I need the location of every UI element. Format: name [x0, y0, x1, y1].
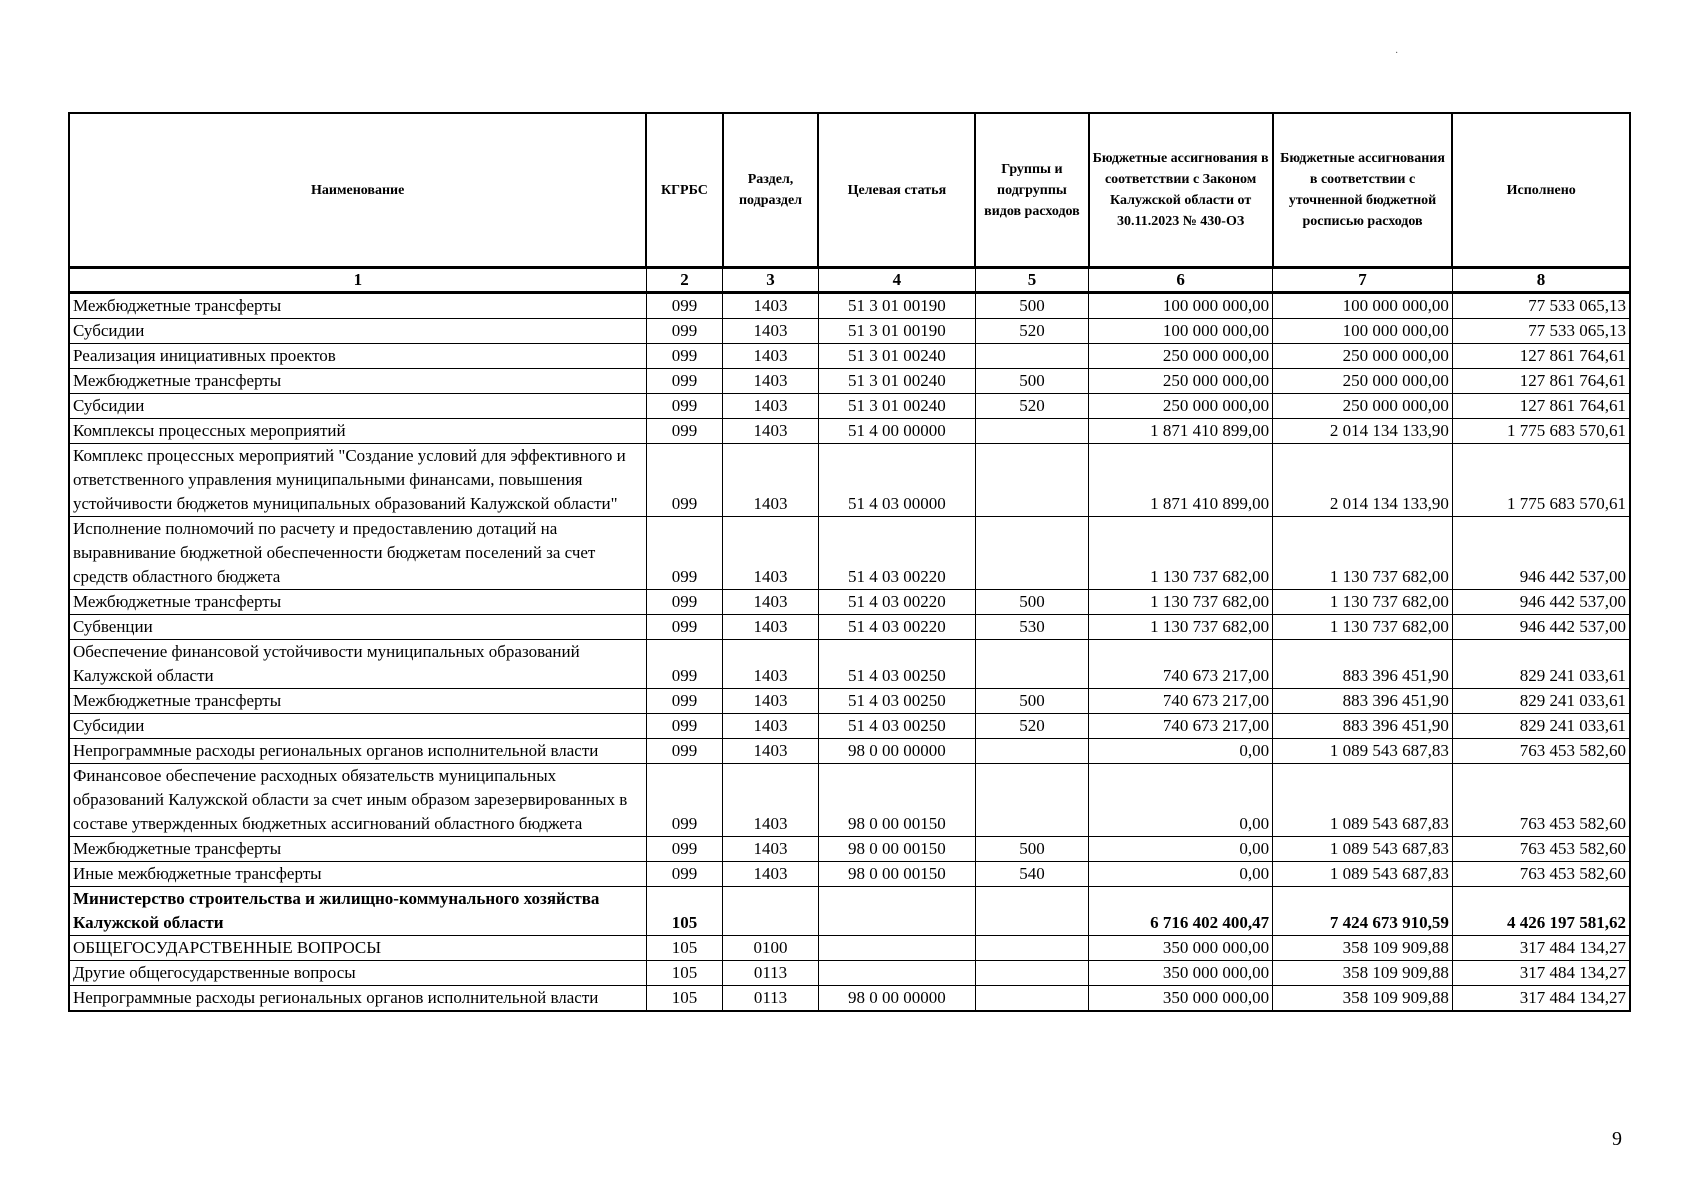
row-roster-allocation-cell: 883 396 451,90	[1273, 640, 1453, 689]
row-executed-cell: 127 861 764,61	[1452, 369, 1630, 394]
row-section-cell: 1403	[723, 640, 819, 689]
row-section-cell: 1403	[723, 689, 819, 714]
row-section-cell: 1403	[723, 319, 819, 344]
row-kgrbs-cell: 099	[646, 344, 722, 369]
row-executed-cell: 317 484 134,27	[1452, 986, 1630, 1012]
header-target-article: Целевая статья	[818, 113, 975, 268]
row-name-cell: Субсидии	[69, 394, 646, 419]
scan-dot: ·	[1395, 48, 1399, 59]
row-name-cell: ОБЩЕГОСУДАРСТВЕННЫЕ ВОПРОСЫ	[69, 936, 646, 961]
row-kgrbs-cell: 105	[646, 936, 722, 961]
row-roster-allocation-cell: 100 000 000,00	[1273, 319, 1453, 344]
row-roster-allocation-cell: 2 014 134 133,90	[1273, 444, 1453, 517]
table-row	[69, 961, 1630, 986]
row-section-cell: 1403	[723, 293, 819, 319]
row-roster-allocation-cell: 1 089 543 687,83	[1273, 862, 1453, 887]
row-name-cell: Межбюджетные трансферты	[69, 293, 646, 319]
row-section-cell: 1403	[723, 444, 819, 517]
row-target-article-cell: 51 4 03 00220	[818, 590, 975, 615]
row-law-allocation-cell: 1 130 737 682,00	[1089, 615, 1273, 640]
row-section-cell: 0100	[723, 936, 819, 961]
row-law-allocation-cell: 0,00	[1089, 764, 1273, 837]
row-expense-group-cell	[975, 961, 1088, 986]
header-section: Раздел, подраздел	[723, 113, 819, 268]
row-name-cell: Комплексы процессных мероприятий	[69, 419, 646, 444]
header-expense-group: Группы и подгруппы видов расходов	[975, 113, 1088, 268]
row-name-cell: Другие общегосударственные вопросы	[69, 961, 646, 986]
row-name-cell: Непрограммные расходы региональных органов исполнительной власти	[69, 986, 646, 1012]
row-law-allocation-cell: 250 000 000,00	[1089, 344, 1273, 369]
row-law-allocation-cell: 1 871 410 899,00	[1089, 444, 1273, 517]
row-section-cell: 1403	[723, 714, 819, 739]
header-law-allocation: Бюджетные ассигнования в соответствии с Законом Калужской области от 30.11.2023 № 430-ОЗ	[1089, 113, 1273, 268]
row-kgrbs-cell: 099	[646, 640, 722, 689]
row-roster-allocation-cell: 100 000 000,00	[1273, 293, 1453, 319]
row-executed-cell: 317 484 134,27	[1452, 936, 1630, 961]
row-kgrbs-cell: 099	[646, 444, 722, 517]
row-target-article-cell: 98 0 00 00150	[818, 862, 975, 887]
row-section-cell: 1403	[723, 739, 819, 764]
row-expense-group-cell	[975, 344, 1088, 369]
table-row	[69, 936, 1630, 961]
row-kgrbs-cell: 105	[646, 961, 722, 986]
row-name-cell: Межбюджетные трансферты	[69, 837, 646, 862]
row-target-article-cell: 51 4 03 00000	[818, 444, 975, 517]
row-roster-allocation-cell: 250 000 000,00	[1273, 394, 1453, 419]
row-expense-group-cell: 530	[975, 615, 1088, 640]
table-row	[69, 714, 1630, 739]
row-law-allocation-cell: 0,00	[1089, 837, 1273, 862]
table-row	[69, 419, 1630, 444]
row-expense-group-cell	[975, 517, 1088, 590]
row-name-cell: Межбюджетные трансферты	[69, 369, 646, 394]
page-number: 9	[1612, 1128, 1622, 1150]
row-expense-group-cell: 500	[975, 837, 1088, 862]
row-roster-allocation-cell: 1 089 543 687,83	[1273, 764, 1453, 837]
row-law-allocation-cell: 1 871 410 899,00	[1089, 419, 1273, 444]
row-name-cell: Субвенции	[69, 615, 646, 640]
header-row	[69, 113, 1630, 268]
row-roster-allocation-cell: 358 109 909,88	[1273, 986, 1453, 1012]
row-target-article-cell: 51 4 03 00250	[818, 640, 975, 689]
row-kgrbs-cell: 099	[646, 590, 722, 615]
row-section-cell: 1403	[723, 615, 819, 640]
row-target-article-cell: 51 3 01 00240	[818, 394, 975, 419]
row-roster-allocation-cell: 1 089 543 687,83	[1273, 739, 1453, 764]
table-row	[69, 394, 1630, 419]
row-expense-group-cell	[975, 640, 1088, 689]
row-executed-cell: 317 484 134,27	[1452, 961, 1630, 986]
header-roster-allocation: Бюджетные ассигнования в соответствии с уточненной бюджетной росписью расходов	[1273, 113, 1453, 268]
row-kgrbs-cell: 105	[646, 986, 722, 1012]
row-executed-cell: 829 241 033,61	[1452, 714, 1630, 739]
row-executed-cell: 763 453 582,60	[1452, 837, 1630, 862]
column-number: 6	[1089, 268, 1273, 293]
row-section-cell: 0113	[723, 961, 819, 986]
table-row	[69, 640, 1630, 689]
row-section-cell	[723, 887, 819, 936]
header-kgrbs: КГРБС	[646, 113, 722, 268]
row-law-allocation-cell: 6 716 402 400,47	[1089, 887, 1273, 936]
row-law-allocation-cell: 0,00	[1089, 862, 1273, 887]
row-expense-group-cell	[975, 739, 1088, 764]
row-kgrbs-cell: 105	[646, 887, 722, 936]
row-kgrbs-cell: 099	[646, 764, 722, 837]
table-row	[69, 344, 1630, 369]
row-executed-cell: 77 533 065,13	[1452, 293, 1630, 319]
row-section-cell: 1403	[723, 764, 819, 837]
row-target-article-cell: 98 0 00 00150	[818, 764, 975, 837]
column-number: 1	[69, 268, 646, 293]
row-law-allocation-cell: 740 673 217,00	[1089, 640, 1273, 689]
row-expense-group-cell: 520	[975, 394, 1088, 419]
row-executed-cell: 127 861 764,61	[1452, 344, 1630, 369]
row-roster-allocation-cell: 883 396 451,90	[1273, 714, 1453, 739]
row-roster-allocation-cell: 1 130 737 682,00	[1273, 590, 1453, 615]
row-target-article-cell	[818, 936, 975, 961]
column-number: 3	[723, 268, 819, 293]
row-target-article-cell	[818, 887, 975, 936]
table-row	[69, 689, 1630, 714]
row-target-article-cell: 51 4 03 00250	[818, 689, 975, 714]
row-roster-allocation-cell: 250 000 000,00	[1273, 344, 1453, 369]
row-kgrbs-cell: 099	[646, 293, 722, 319]
table-body	[69, 293, 1630, 1012]
row-target-article-cell: 51 4 03 00220	[818, 615, 975, 640]
row-roster-allocation-cell: 250 000 000,00	[1273, 369, 1453, 394]
row-name-cell: Финансовое обеспечение расходных обязательств муниципальных образований Калужской области за счет иным образом зарезервированных в составе утвержденных бюджетных ассигнований областного бюджета	[69, 764, 646, 837]
row-kgrbs-cell: 099	[646, 517, 722, 590]
column-number: 5	[975, 268, 1088, 293]
row-roster-allocation-cell: 358 109 909,88	[1273, 936, 1453, 961]
table-row	[69, 615, 1630, 640]
row-expense-group-cell	[975, 444, 1088, 517]
row-expense-group-cell	[975, 419, 1088, 444]
row-expense-group-cell	[975, 936, 1088, 961]
row-kgrbs-cell: 099	[646, 419, 722, 444]
row-roster-allocation-cell: 358 109 909,88	[1273, 961, 1453, 986]
row-expense-group-cell	[975, 887, 1088, 936]
row-expense-group-cell: 500	[975, 369, 1088, 394]
row-target-article-cell: 51 4 03 00250	[818, 714, 975, 739]
row-executed-cell: 829 241 033,61	[1452, 689, 1630, 714]
row-name-cell: Министерство строительства и жилищно-коммунального хозяйства Калужской области	[69, 887, 646, 936]
row-target-article-cell: 51 3 01 00240	[818, 344, 975, 369]
row-name-cell: Реализация инициативных проектов	[69, 344, 646, 369]
row-executed-cell: 946 442 537,00	[1452, 517, 1630, 590]
column-number: 8	[1452, 268, 1630, 293]
header-name: Наименование	[69, 113, 646, 268]
row-executed-cell: 763 453 582,60	[1452, 764, 1630, 837]
row-executed-cell: 4 426 197 581,62	[1452, 887, 1630, 936]
row-kgrbs-cell: 099	[646, 689, 722, 714]
row-kgrbs-cell: 099	[646, 862, 722, 887]
row-expense-group-cell	[975, 986, 1088, 1012]
row-expense-group-cell	[975, 764, 1088, 837]
budget-table	[68, 112, 1631, 1012]
table-row	[69, 986, 1630, 1012]
row-section-cell: 1403	[723, 517, 819, 590]
row-law-allocation-cell: 1 130 737 682,00	[1089, 517, 1273, 590]
row-law-allocation-cell: 350 000 000,00	[1089, 986, 1273, 1012]
row-name-cell: Иные межбюджетные трансферты	[69, 862, 646, 887]
row-name-cell: Комплекс процессных мероприятий "Создание условий для эффективного и ответственного управления муниципальными финансами, повышения устойчивости бюджетов муниципальных образований Калужской области"	[69, 444, 646, 517]
table-row	[69, 444, 1630, 517]
row-expense-group-cell: 520	[975, 714, 1088, 739]
row-law-allocation-cell: 1 130 737 682,00	[1089, 590, 1273, 615]
table-row	[69, 319, 1630, 344]
row-target-article-cell: 51 4 00 00000	[818, 419, 975, 444]
row-executed-cell: 829 241 033,61	[1452, 640, 1630, 689]
row-law-allocation-cell: 250 000 000,00	[1089, 369, 1273, 394]
row-target-article-cell: 98 0 00 00000	[818, 739, 975, 764]
row-expense-group-cell: 500	[975, 293, 1088, 319]
row-kgrbs-cell: 099	[646, 319, 722, 344]
row-roster-allocation-cell: 1 130 737 682,00	[1273, 517, 1453, 590]
column-number: 7	[1273, 268, 1453, 293]
row-executed-cell: 127 861 764,61	[1452, 394, 1630, 419]
table-row	[69, 887, 1630, 936]
row-name-cell: Обеспечение финансовой устойчивости муниципальных образований Калужской области	[69, 640, 646, 689]
row-executed-cell: 946 442 537,00	[1452, 615, 1630, 640]
table-row	[69, 517, 1630, 590]
row-section-cell: 1403	[723, 394, 819, 419]
row-law-allocation-cell: 350 000 000,00	[1089, 936, 1273, 961]
row-section-cell: 0113	[723, 986, 819, 1012]
row-kgrbs-cell: 099	[646, 739, 722, 764]
table-row	[69, 369, 1630, 394]
row-law-allocation-cell: 100 000 000,00	[1089, 319, 1273, 344]
row-name-cell: Непрограммные расходы региональных органов исполнительной власти	[69, 739, 646, 764]
table-row	[69, 764, 1630, 837]
row-target-article-cell: 51 3 01 00190	[818, 319, 975, 344]
row-expense-group-cell: 500	[975, 689, 1088, 714]
row-executed-cell: 763 453 582,60	[1452, 739, 1630, 764]
row-name-cell: Исполнение полномочий по расчету и предоставлению дотаций на выравнивание бюджетной обеспеченности бюджетам поселений за счет средств областного бюджета	[69, 517, 646, 590]
row-section-cell: 1403	[723, 837, 819, 862]
row-executed-cell: 763 453 582,60	[1452, 862, 1630, 887]
row-roster-allocation-cell: 883 396 451,90	[1273, 689, 1453, 714]
row-law-allocation-cell: 250 000 000,00	[1089, 394, 1273, 419]
table-row	[69, 837, 1630, 862]
row-name-cell: Межбюджетные трансферты	[69, 590, 646, 615]
column-number-row	[69, 268, 1630, 293]
row-roster-allocation-cell: 7 424 673 910,59	[1273, 887, 1453, 936]
row-section-cell: 1403	[723, 344, 819, 369]
row-law-allocation-cell: 350 000 000,00	[1089, 961, 1273, 986]
row-section-cell: 1403	[723, 419, 819, 444]
row-name-cell: Межбюджетные трансферты	[69, 689, 646, 714]
column-number: 2	[646, 268, 722, 293]
row-kgrbs-cell: 099	[646, 837, 722, 862]
row-section-cell: 1403	[723, 369, 819, 394]
table-row	[69, 293, 1630, 319]
row-section-cell: 1403	[723, 590, 819, 615]
row-executed-cell: 1 775 683 570,61	[1452, 419, 1630, 444]
row-kgrbs-cell: 099	[646, 615, 722, 640]
row-target-article-cell: 98 0 00 00150	[818, 837, 975, 862]
row-law-allocation-cell: 740 673 217,00	[1089, 689, 1273, 714]
column-number: 4	[818, 268, 975, 293]
row-executed-cell: 946 442 537,00	[1452, 590, 1630, 615]
row-kgrbs-cell: 099	[646, 714, 722, 739]
row-expense-group-cell: 540	[975, 862, 1088, 887]
table-row	[69, 862, 1630, 887]
row-roster-allocation-cell: 2 014 134 133,90	[1273, 419, 1453, 444]
row-executed-cell: 77 533 065,13	[1452, 319, 1630, 344]
row-target-article-cell	[818, 961, 975, 986]
row-expense-group-cell: 520	[975, 319, 1088, 344]
row-name-cell: Субсидии	[69, 319, 646, 344]
row-kgrbs-cell: 099	[646, 394, 722, 419]
row-name-cell: Субсидии	[69, 714, 646, 739]
table-row	[69, 590, 1630, 615]
row-target-article-cell: 51 3 01 00190	[818, 293, 975, 319]
row-roster-allocation-cell: 1 130 737 682,00	[1273, 615, 1453, 640]
row-kgrbs-cell: 099	[646, 369, 722, 394]
row-section-cell: 1403	[723, 862, 819, 887]
header-executed: Исполнено	[1452, 113, 1630, 268]
row-expense-group-cell: 500	[975, 590, 1088, 615]
row-law-allocation-cell: 0,00	[1089, 739, 1273, 764]
row-target-article-cell: 51 4 03 00220	[818, 517, 975, 590]
row-target-article-cell: 98 0 00 00000	[818, 986, 975, 1012]
table-row	[69, 739, 1630, 764]
row-executed-cell: 1 775 683 570,61	[1452, 444, 1630, 517]
row-law-allocation-cell: 100 000 000,00	[1089, 293, 1273, 319]
row-target-article-cell: 51 3 01 00240	[818, 369, 975, 394]
row-law-allocation-cell: 740 673 217,00	[1089, 714, 1273, 739]
row-roster-allocation-cell: 1 089 543 687,83	[1273, 837, 1453, 862]
